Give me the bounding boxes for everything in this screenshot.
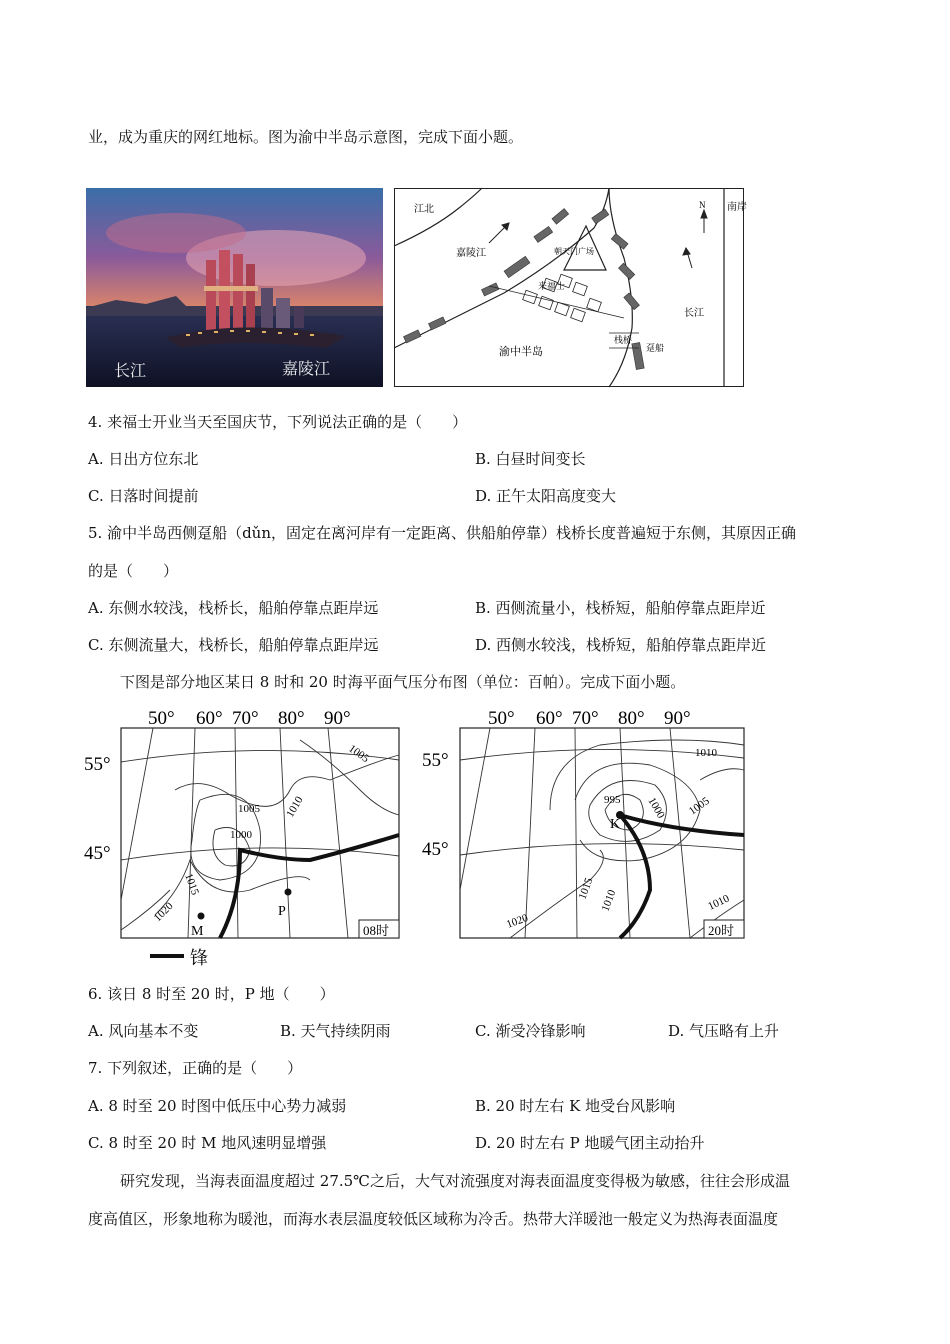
isobar-label: 1000	[230, 829, 252, 841]
lon-label: 50°	[148, 708, 175, 729]
isobar-label: 995	[604, 794, 621, 806]
lat-label: 45°	[422, 839, 449, 860]
lat-label: 55°	[84, 754, 111, 775]
point-k-label: K	[610, 817, 621, 832]
q6-option-c[interactable]: C. 渐受冷锋影响	[475, 1022, 586, 1040]
isobar-label: 1015	[182, 871, 201, 897]
isobar-label: 1010	[284, 794, 306, 820]
lon-label: 90°	[324, 708, 351, 729]
q7-stem: 7. 下列叙述，正确的是（ ）	[88, 1059, 303, 1077]
isobar-label: 1015	[576, 876, 596, 902]
paragraph-line-1: 研究发现，当海表面温度超过 27.5℃之后，大气对流强度对海表面温度变得极为敏感，往往会形成温	[120, 1172, 790, 1190]
lon-label: 60°	[196, 708, 223, 729]
intro-pressure: 下图是部分地区某日 8 时和 20 时海平面气压分布图（单位：百帕）。完成下面小题。	[120, 673, 686, 691]
intro-line: 业，成为重庆的网红地标。图为渝中半岛示意图，完成下面小题。	[88, 128, 524, 146]
pressure-maps	[80, 700, 760, 972]
isobar-label: 1005	[686, 795, 712, 818]
q7-option-d[interactable]: D. 20 时左右 P 地暖气团主动抬升	[475, 1134, 705, 1152]
pressure-map-08	[84, 708, 399, 968]
front-legend-label: 锋	[190, 948, 208, 968]
pressure-map-20	[422, 708, 744, 938]
q6-option-a[interactable]: A. 风向基本不变	[88, 1022, 199, 1040]
lon-label: 80°	[618, 708, 645, 729]
lon-label: 70°	[572, 708, 599, 729]
time-label-20: 20时	[708, 923, 735, 938]
isobar-label: 1020	[151, 900, 176, 925]
yuzhong-map	[394, 188, 747, 387]
lon-label: 90°	[664, 708, 691, 729]
point-p	[285, 889, 292, 896]
lon-label: 50°	[488, 708, 515, 729]
q4-stem: 4. 来福士开业当天至国庆节，下列说法正确的是（ ）	[88, 413, 468, 431]
q5-option-d[interactable]: D. 西侧水较浅，栈桥短，船舶停靠点距岸近	[475, 636, 767, 654]
q7-option-b[interactable]: B. 20 时左右 K 地受台风影响	[475, 1097, 676, 1115]
lon-label: 80°	[278, 708, 305, 729]
isobar-label: 1010	[706, 892, 732, 913]
map-label-jiangbei: 江北	[414, 204, 434, 215]
isobar-label: 1000	[645, 795, 667, 821]
q6-stem: 6. 该日 8 时至 20 时，P 地（ ）	[88, 985, 335, 1003]
map-label-jialingjiang: 嘉陵江	[456, 248, 486, 259]
q4-option-c[interactable]: C. 日落时间提前	[88, 487, 199, 505]
point-p-label: P	[278, 904, 286, 919]
q4-option-a[interactable]: A. 日出方位东北	[88, 450, 199, 468]
q5-option-a[interactable]: A. 东侧水较浅，栈桥长，船舶停靠点距岸远	[88, 599, 379, 617]
isobar-label: 1010	[695, 747, 717, 759]
q6-option-d[interactable]: D. 气压略有上升	[668, 1022, 780, 1040]
point-m-label: M	[191, 924, 204, 939]
lat-label: 45°	[84, 843, 111, 864]
map-label-dunchuan: 趸船	[646, 343, 665, 353]
chongqing-night-photo	[86, 188, 383, 387]
north-icon: N	[699, 200, 706, 210]
isobar-label: 1005	[346, 742, 372, 766]
map-label-square: 朝天门广场	[554, 247, 594, 256]
isobar-label: 1010	[599, 888, 619, 914]
time-label-08: 08时	[363, 923, 390, 938]
q4-option-d[interactable]: D. 正午太阳高度变大	[475, 487, 617, 505]
lon-label: 60°	[536, 708, 563, 729]
lat-label: 55°	[422, 750, 449, 771]
q7-option-c[interactable]: C. 8 时至 20 时 M 地风速明显增强	[88, 1134, 327, 1152]
photo-label-jialingjiang: 嘉陵江	[282, 361, 331, 378]
map-label-zhanqiao: 栈桥	[614, 335, 633, 345]
photo-figure	[86, 188, 383, 387]
map-label-nanan: 南岸	[727, 202, 747, 213]
map-label-laifushi: 来福士	[538, 281, 566, 291]
point-m	[198, 913, 205, 920]
map-label-changjiang: 长江	[684, 308, 704, 319]
q6-option-b[interactable]: B. 天气持续阴雨	[280, 1022, 391, 1040]
q5-stem: 5. 渝中半岛西侧趸船（dǔn，固定在离河岸有一定距离、供船舶停靠）栈桥长度普遍短于东侧，其原因正确	[88, 524, 797, 542]
q5-option-c[interactable]: C. 东侧流量大，栈桥长，船舶停靠点距岸远	[88, 636, 379, 654]
q4-option-b[interactable]: B. 白昼时间变长	[475, 450, 586, 468]
photo-label-changjiang: 长江	[114, 363, 147, 380]
q7-option-a[interactable]: A. 8 时至 20 时图中低压中心势力减弱	[88, 1097, 347, 1115]
map-label-yuzhong: 渝中半岛	[499, 346, 543, 358]
q5-stem-cont: 的是（ ）	[88, 562, 179, 580]
isobar-label: 1020	[504, 912, 530, 931]
paragraph-line-2: 度高值区，形象地称为暖池，而海水表层温度较低区域称为冷舌。热带大洋暖池一般定义为热海表面温度	[88, 1210, 779, 1228]
q5-option-b[interactable]: B. 西侧流量小，栈桥短，船舶停靠点距岸近	[475, 599, 766, 617]
isobar-label: 1005	[238, 803, 260, 815]
lon-label: 70°	[232, 708, 259, 729]
